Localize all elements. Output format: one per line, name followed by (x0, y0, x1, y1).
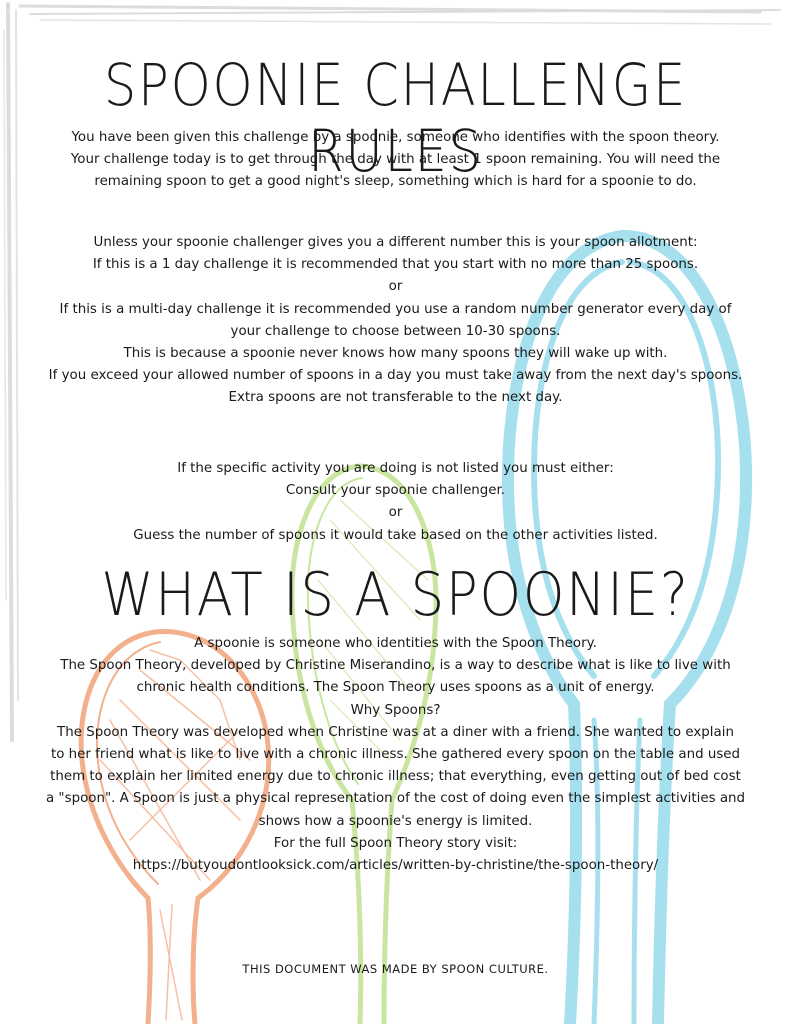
rules-title: SPOONIE CHALLENGE RULES (103, 51, 688, 185)
intro-line: Your challenge today is to get through the day with at least 1 spoon remaining. You will need the (70, 152, 721, 168)
intro-line: remaining spoon to get a good night's sleep, something which is hard for a spoonie to do. (94, 174, 697, 190)
allotment-line: Extra spoons are not transferable to the next day. (228, 390, 563, 406)
allotment-paragraph (20, 232, 771, 410)
spoonie-line: chronic health conditions. The Spoon Theory uses spoons as a unit of energy. (136, 680, 655, 696)
spoon-theory-link[interactable]: https://butyoudontlooksick.com/articles/written-by-christine/the-spoon-theory/ (132, 858, 659, 874)
spoonie-line: The Spoon Theory, developed by Christine Miserandino, is a way to describe what is like to live with (60, 658, 731, 674)
spoonie-line: to her friend what is like to live with a chronic illness. She gathered every spoon on the table and used (50, 747, 741, 763)
activity-line: Guess the number of spoons it would take based on the other activities listed. (133, 527, 658, 543)
allotment-line: If you exceed your allowed number of spoons in a day you must take away from the next day's spoons. (48, 368, 743, 384)
spoonie-line: Why Spoons? (350, 702, 441, 718)
intro-line: You have been given this challenge by a spoonie, someone who identifies with the spoon theory. (71, 130, 720, 145)
spoonie-line: them to explain her limited energy due to chronic illness; that everything, even getting out of bed cost (50, 769, 741, 785)
activity-line: If the specific activity you are doing is not listed you must either: (177, 461, 614, 476)
spoonie-paragraph (20, 633, 771, 877)
allotment-line: If this is a 1 day challenge it is recommended that you start with no more than 25 spoons. (92, 257, 699, 273)
activity-paragraph (20, 458, 771, 547)
allotment-line: or (388, 279, 403, 295)
what-is-spoonie-title: WHAT IS A SPOONIE? (101, 560, 690, 630)
allotment-line: your challenge to choose between 10-30 spoons. (230, 323, 561, 339)
allotment-line: Unless your spoonie challenger gives you a different number this is your spoon allotment: (93, 235, 698, 250)
allotment-line: This is because a spoonie never knows how many spoons they will wake up with. (123, 346, 668, 362)
spoonie-line: For the full Spoon Theory story visit: (273, 835, 518, 851)
spoonie-line: A spoonie is someone who identities with the Spoon Theory. (194, 636, 597, 651)
spoonie-line: The Spoon Theory was developed when Christine was at a diner with a friend. She wanted to explain (57, 724, 734, 740)
intro-paragraph (20, 127, 771, 194)
footer-credit: THIS DOCUMENT WAS MADE BY SPOON CULTURE. (242, 962, 549, 976)
activity-line: or (388, 505, 403, 521)
allotment-line: If this is a multi-day challenge it is recommended you use a random number generator every day of (59, 301, 732, 317)
spoonie-line: a "spoon". A Spoon is just a physical representation of the cost of doing even the simplest activities and (45, 791, 746, 807)
activity-line: Consult your spoonie challenger. (285, 483, 506, 499)
spoonie-line: shows how a spoonie's energy is limited. (258, 813, 533, 829)
